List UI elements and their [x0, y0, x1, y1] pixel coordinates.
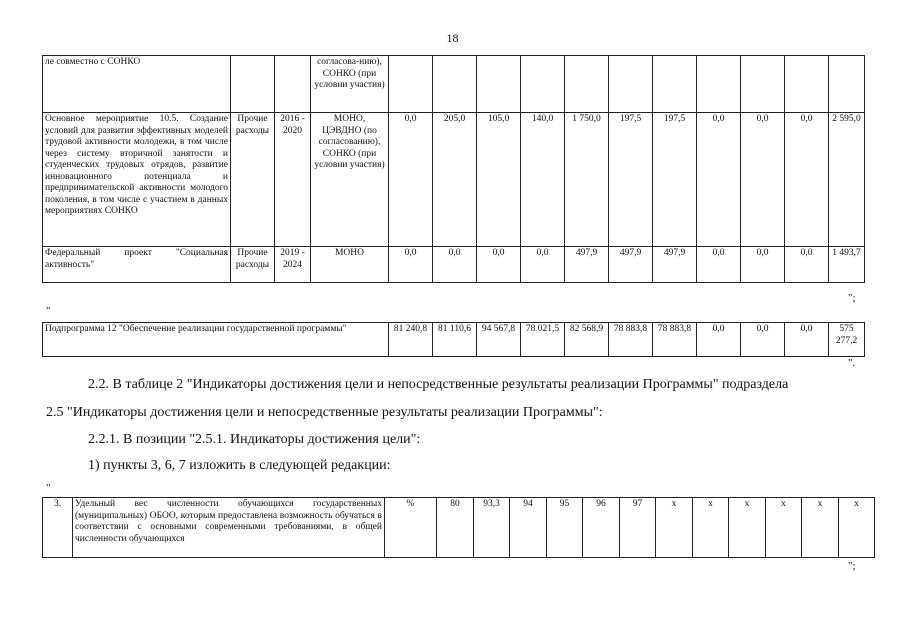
closing-quote-mark: "; — [848, 560, 856, 572]
value-cell: 78 883,8 — [653, 323, 697, 357]
row-number: 3. — [43, 498, 73, 558]
activity-name: Федеральный проект "Социальная активность" — [43, 247, 231, 283]
value-cell: 78 883,8 — [609, 323, 653, 357]
activity-name: Основное мероприятие 10.5. Создание условий для развития эффективных моделей трудовой активности молодежи, в том числе через систему вторичной занятости и студенческих трудовых отрядов, развитие инновационного потенциала и предпринимательской активности молодого поколения, в том числе с участием в данных мероприятиях СОНКО — [43, 113, 231, 247]
value-cell: 0,0 — [785, 323, 829, 357]
value-cell: 197,5 — [653, 113, 697, 247]
value-cell: x — [839, 498, 875, 558]
funding-source: Прочие расходы — [231, 247, 275, 283]
table-row — [43, 247, 865, 283]
subprogram-total-table — [42, 322, 865, 357]
paragraph-2-2-line1: 2.2. В таблице 2 "Индикаторы достижения цели и непосредственные результаты реализации Программы" подраздела — [88, 377, 789, 392]
value-cell: 93,3 — [474, 498, 510, 558]
value-cell: 497,9 — [653, 247, 697, 283]
value-cell: 96 — [583, 498, 620, 558]
executor: МОНО — [311, 247, 389, 283]
value-cell: x — [656, 498, 693, 558]
activity-name: ле совместно с СОНКО — [43, 56, 231, 113]
value-cell: 0,0 — [741, 247, 785, 283]
value-cell — [785, 56, 829, 113]
value-cell: 80 — [437, 498, 474, 558]
value-cell: 0,0 — [697, 247, 741, 283]
value-cell — [697, 56, 741, 113]
value-cell: 0,0 — [697, 323, 741, 357]
value-cell: 105,0 — [477, 113, 521, 247]
value-cell: 0,0 — [697, 113, 741, 247]
funding-source: Прочие расходы — [231, 113, 275, 247]
table-row — [43, 323, 865, 357]
closing-quote-mark: "; — [848, 292, 856, 304]
total-cell — [829, 56, 865, 113]
value-cell — [565, 56, 609, 113]
value-cell: x — [766, 498, 802, 558]
value-cell: 0,0 — [785, 247, 829, 283]
value-cell — [521, 56, 565, 113]
total-cell: 2 595,0 — [829, 113, 865, 247]
paragraph-2-2-line2: 2.5 "Индикаторы достижения цели и непосредственные результаты реализации Программы": — [46, 405, 603, 420]
opening-quote-mark: " — [46, 482, 51, 494]
value-cell: 82 568,9 — [565, 323, 609, 357]
paragraph-2-2-1: 2.2.1. В позиции "2.5.1. Индикаторы достижения цели": — [88, 432, 421, 447]
subprogram-name: Подпрограмма 12 "Обеспечение реализации государственной программы" — [43, 323, 389, 357]
value-cell: 0,0 — [477, 247, 521, 283]
indicator-name: Удельный вес численности обучающихся государственных (муниципальных) ОБОО, которым предоставлена возможность обучаться в соответствии с основными современными требованиями, в общей численности обучающихся — [73, 498, 385, 558]
period: 2016 - 2020 — [275, 113, 311, 247]
value-cell: 0,0 — [741, 323, 785, 357]
period: 2019 - 2024 — [275, 247, 311, 283]
value-cell: x — [802, 498, 839, 558]
value-cell: 497,9 — [609, 247, 653, 283]
value-cell: 497,9 — [565, 247, 609, 283]
value-cell: 205,0 — [433, 113, 477, 247]
value-cell: 0,0 — [785, 113, 829, 247]
value-cell: x — [729, 498, 766, 558]
value-cell: 197,5 — [609, 113, 653, 247]
page-number: 18 — [446, 31, 459, 45]
indicators-table — [42, 497, 875, 558]
funding-source — [231, 56, 275, 113]
opening-quote-mark: " — [46, 305, 51, 317]
total-cell: 575 277,2 — [829, 323, 865, 357]
table-row — [43, 498, 875, 558]
table-row — [43, 56, 865, 113]
value-cell — [653, 56, 697, 113]
value-cell: 1 750,0 — [565, 113, 609, 247]
value-cell: 81 240,8 — [389, 323, 433, 357]
period — [275, 56, 311, 113]
executor: МОНО, ЦЭВДНО (по согласованию), СОНКО (при условии участия) — [311, 113, 389, 247]
value-cell: 0,0 — [389, 247, 433, 283]
table-row — [43, 113, 865, 247]
unit: % — [385, 498, 437, 558]
value-cell — [389, 56, 433, 113]
total-cell: 1 493,7 — [829, 247, 865, 283]
value-cell: 94 — [510, 498, 547, 558]
value-cell: 97 — [620, 498, 656, 558]
value-cell: 95 — [547, 498, 583, 558]
paragraph-item-1: 1) пункты 3, 6, 7 изложить в следующей редакции: — [88, 458, 391, 473]
value-cell: 78 021,5 — [521, 323, 565, 357]
value-cell: 0,0 — [433, 247, 477, 283]
value-cell — [741, 56, 785, 113]
value-cell: 0,0 — [521, 247, 565, 283]
closing-quote-mark: ". — [848, 357, 856, 369]
value-cell: 0,0 — [389, 113, 433, 247]
value-cell: 94 567,8 — [477, 323, 521, 357]
value-cell — [609, 56, 653, 113]
value-cell: 0,0 — [741, 113, 785, 247]
value-cell: 140,0 — [521, 113, 565, 247]
program-activities-table — [42, 55, 865, 283]
value-cell: 81 110,6 — [433, 323, 477, 357]
value-cell: x — [693, 498, 729, 558]
value-cell — [433, 56, 477, 113]
executor: согласова-нию), СОНКО (при условии участия) — [311, 56, 389, 113]
value-cell — [477, 56, 521, 113]
